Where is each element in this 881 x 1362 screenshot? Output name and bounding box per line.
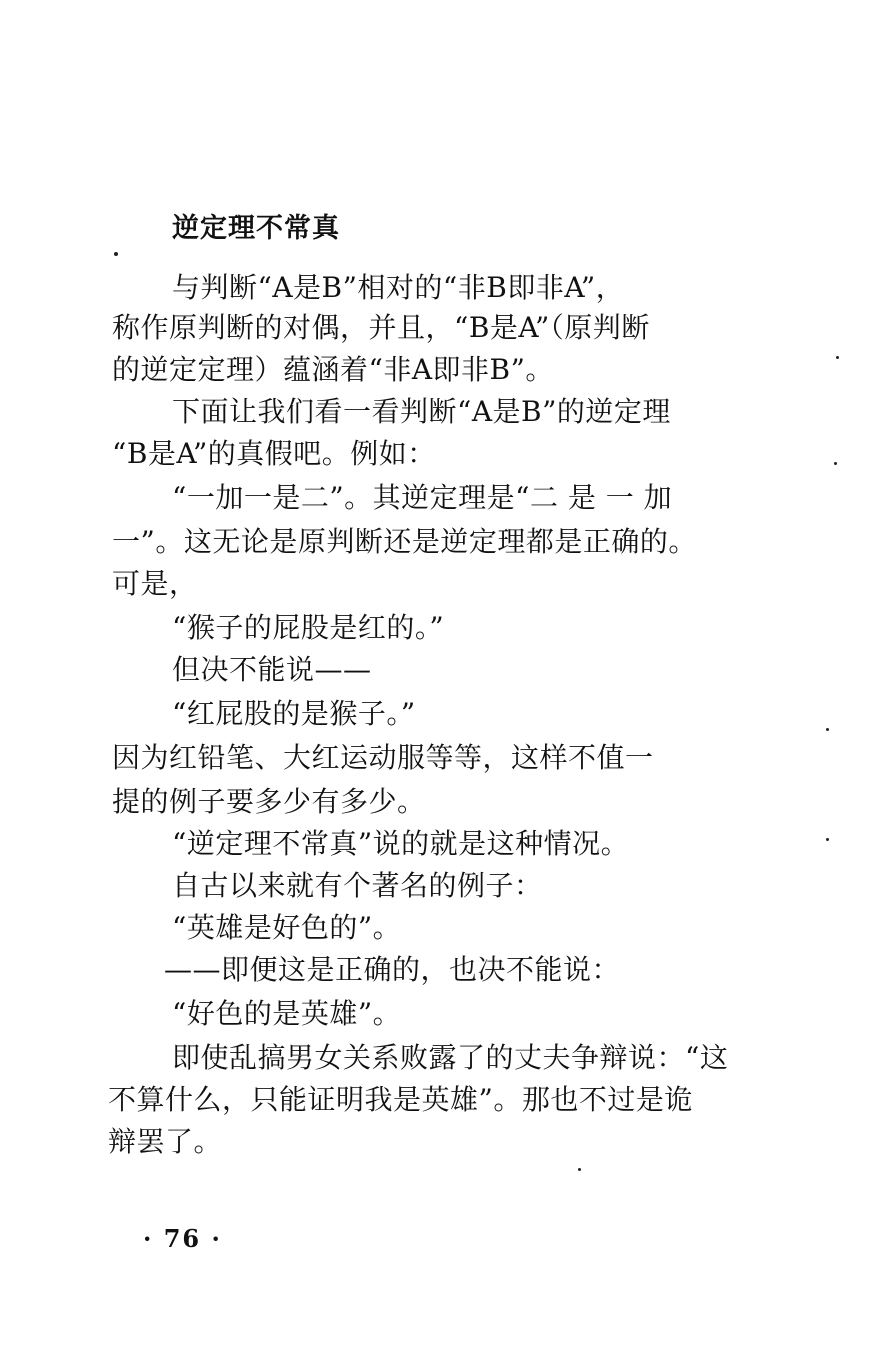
text-line: “猴子的屁股是红的。”	[172, 611, 445, 644]
page-number: · 76 ·	[143, 1224, 222, 1253]
scan-speck	[578, 1168, 581, 1171]
text-line: 与判断“A是B”相对的“非B即非A”，	[172, 271, 625, 304]
section-title: 逆定理不常真	[172, 213, 340, 244]
scan-speck	[834, 462, 837, 465]
text-line: 但决不能说——	[172, 653, 372, 686]
text-line: 辩罢了。	[108, 1125, 223, 1158]
text-line: 提的例子要多少有多少。	[112, 785, 426, 818]
text-line: “英雄是好色的”。	[172, 911, 402, 944]
scan-speck	[114, 252, 118, 256]
text-line: “一加一是二”。其逆定理是“二 是 一 加	[172, 481, 673, 514]
text-line: 的逆定定理）蕴涵着“非A即非B”。	[112, 353, 554, 386]
text-line: 下面让我们看一看判断“A是B”的逆定理	[172, 395, 671, 428]
text-line: ——即便这是正确的，也决不能说：	[164, 953, 621, 986]
text-line: 称作原判断的对偶，并且，“B是A”（原判断	[112, 311, 650, 344]
scan-speck	[826, 728, 829, 731]
scan-speck	[826, 838, 829, 841]
text-line: 可是，	[112, 567, 198, 600]
text-line: 不算什么，只能证明我是英雄”。那也不过是诡	[108, 1083, 693, 1116]
text-line: “好色的是英雄”。	[172, 997, 402, 1030]
text-line: “红屁股的是猴子。”	[172, 697, 416, 730]
text-line: “B是A”的真假吧。例如：	[112, 437, 436, 470]
text-line: 因为红铅笔、大红运动服等等，这样不值一	[112, 741, 654, 774]
scan-speck	[836, 356, 839, 359]
text-line: 一”。这无论是原判断还是逆定理都是正确的。	[112, 525, 697, 558]
text-line: 即使乱搞男女关系败露了的丈夫争辩说：“这	[172, 1041, 729, 1074]
text-line: 自古以来就有个著名的例子：	[172, 869, 543, 902]
text-line: “逆定理不常真”说的就是这种情况。	[172, 827, 630, 860]
